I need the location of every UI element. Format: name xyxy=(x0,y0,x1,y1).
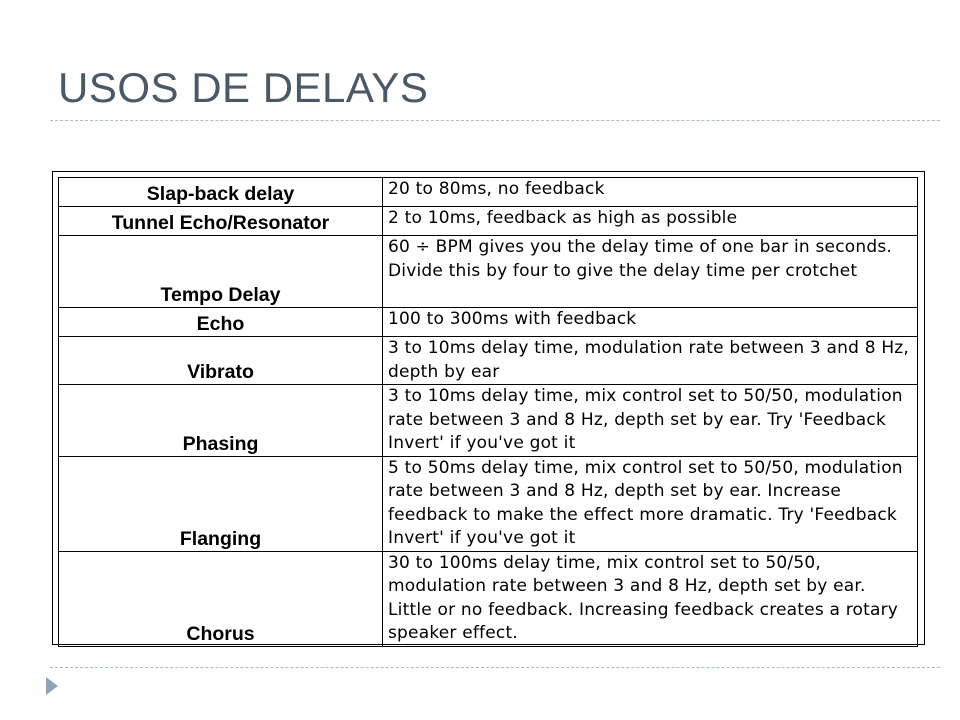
effect-description: 100 to 300ms with feedback xyxy=(383,308,918,337)
effect-name: Chorus xyxy=(59,551,383,646)
table-row xyxy=(59,337,918,385)
table-row xyxy=(59,178,918,207)
effect-description: 5 to 50ms delay time, mix control set to 50/50, modulation rate between 3 and 8 Hz, depth set by ear. Increase feedback to make the effect more dramatic. Try 'Feedback Invert' if you've got it xyxy=(383,456,918,551)
table-row xyxy=(59,385,918,457)
table-row xyxy=(59,207,918,236)
effect-name: Phasing xyxy=(59,385,383,457)
triangle-bullet-icon xyxy=(46,677,58,695)
effect-description: 30 to 100ms delay time, mix control set to 50/50, modulation rate between 3 and 8 Hz, depth set by ear. Little or no feedback. Increasing feedback creates a rotary speaker effect. xyxy=(383,551,918,646)
effect-description: 3 to 10ms delay time, modulation rate between 3 and 8 Hz, depth by ear xyxy=(383,337,918,385)
delay-uses-table xyxy=(58,177,918,647)
footer-divider xyxy=(50,667,940,668)
table-row xyxy=(59,308,918,337)
effect-description: 60 ÷ BPM gives you the delay time of one bar in seconds. Divide this by four to give the delay time per crotchet xyxy=(383,236,918,308)
effect-name: Tempo Delay xyxy=(59,236,383,308)
effect-name: Vibrato xyxy=(59,337,383,385)
table-row xyxy=(59,456,918,551)
effect-description: 3 to 10ms delay time, mix control set to 50/50, modulation rate between 3 and 8 Hz, depth set by ear. Try 'Feedback Invert' if you've got it xyxy=(383,385,918,457)
effect-description: 2 to 10ms, feedback as high as possible xyxy=(383,207,918,236)
table-row xyxy=(59,551,918,646)
table-row xyxy=(59,236,918,308)
effect-name: Echo xyxy=(59,308,383,337)
effect-name: Slap-back delay xyxy=(59,178,383,207)
effect-name: Tunnel Echo/Resonator xyxy=(59,207,383,236)
title-divider xyxy=(50,120,940,121)
effect-description: 20 to 80ms, no feedback xyxy=(383,178,918,207)
slide-title: USOS DE DELAYS xyxy=(58,64,429,111)
effect-name: Flanging xyxy=(59,456,383,551)
